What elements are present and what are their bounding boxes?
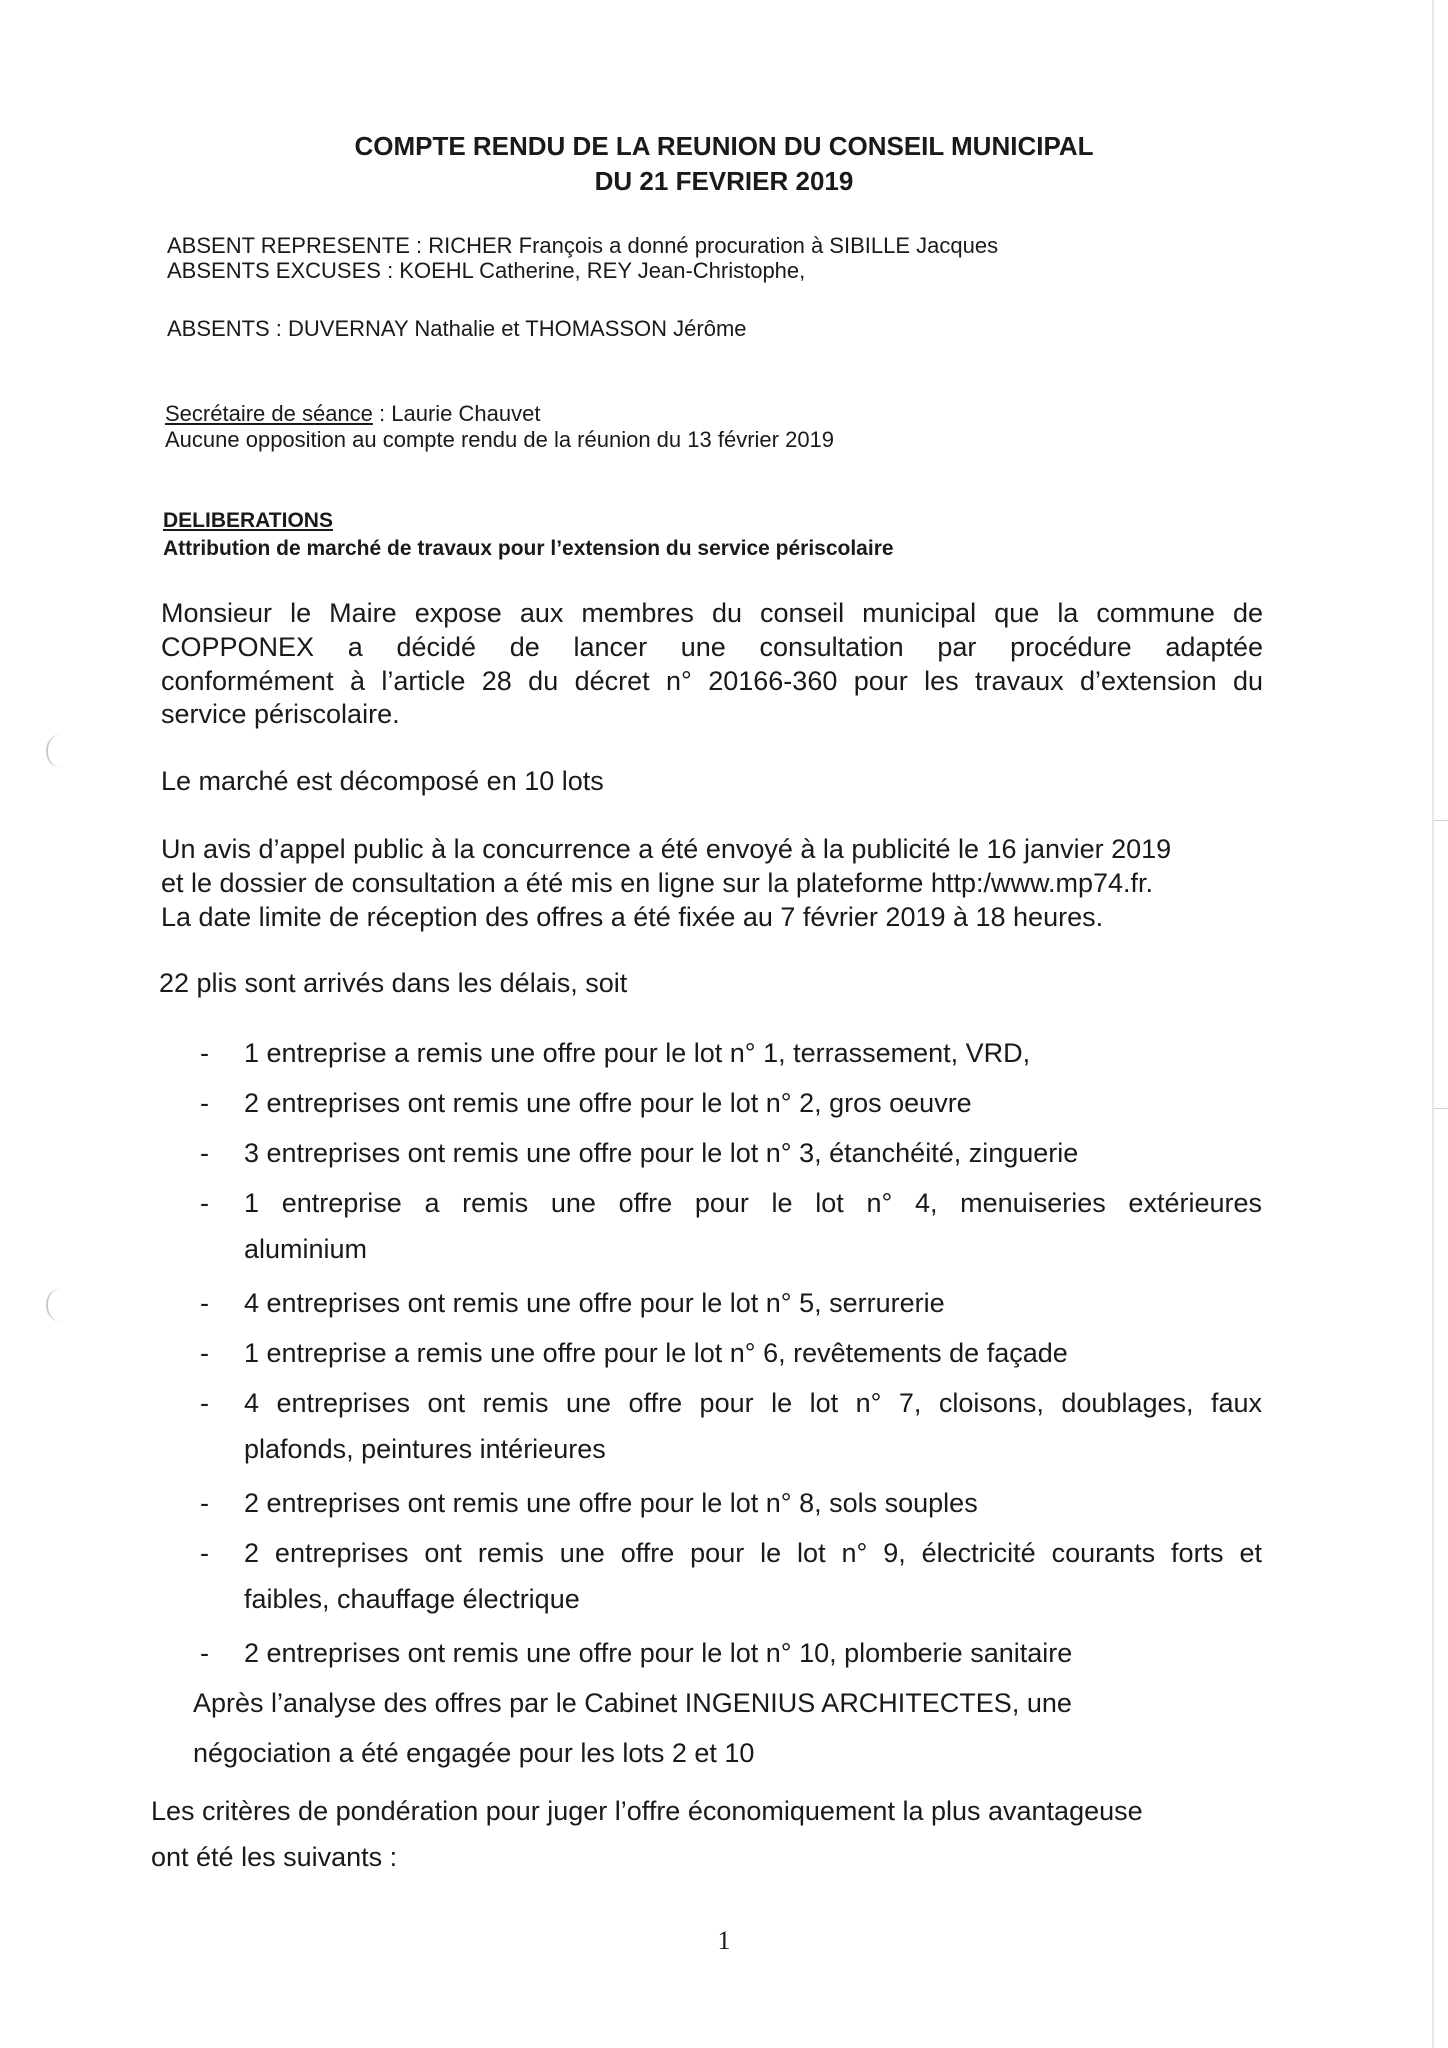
lot-offer-item: 4 entreprises ont remis une offre pour le lot n° 7, cloisons, doublages, faux [244,1388,1262,1418]
session-secretary [165,400,540,428]
lot-offer-item: 1 entreprise a remis une offre pour le lot n° 4, menuiseries extérieures [244,1188,1262,1218]
punch-hole-mark [46,1288,64,1322]
lot-offer-item-continuation: plafonds, peintures intérieures [244,1434,606,1464]
lot-offer-item: 2 entreprises ont remis une offre pour le lot n° 8, sols souples [244,1488,978,1518]
publication-notice-line: et le dossier de consultation a été mis en ligne sur la plateforme http:/www.mp74.fr. [161,868,1154,898]
publication-notice-line: La date limite de réception des offres a été fixée au 7 février 2019 à 18 heures. [161,902,1104,932]
deliberation-subject: Attribution de marché de travaux pour l’extension du service périscolaire [163,537,894,560]
lot-offer-item: 1 entreprise a remis une offre pour le lot n° 1, terrassement, VRD, [244,1038,1031,1068]
list-bullet: - [200,1488,209,1518]
scan-edge-tick [1434,1108,1448,1109]
list-bullet: - [200,1638,209,1668]
list-bullet: - [200,1188,209,1218]
lot-offer-item: 3 entreprises ont remis une offre pour le lot n° 3, étanchéité, zinguerie [244,1138,1079,1168]
analysis-sentence-continuation: négociation a été engagée pour les lots 2 et 10 [193,1738,755,1768]
secretary-label: Secrétaire de séance [165,401,373,426]
analysis-sentence: Après l’analyse des offres par le Cabinet INGENIUS ARCHITECTES, une [193,1688,1072,1718]
absents-excused: ABSENTS EXCUSES : KOEHL Catherine, REY Jean-Christophe, [167,258,806,283]
lot-offer-item: 2 entreprises ont remis une offre pour le lot n° 9, électricité courants forts et [244,1538,1262,1568]
page-number: 1 [717,1926,731,1955]
document-title: COMPTE RENDU DE LA REUNION DU CONSEIL MUNICIPAL [354,131,1094,161]
list-bullet: - [200,1138,209,1168]
list-bullet: - [200,1088,209,1118]
intro-line: Monsieur le Maire expose aux membres du conseil municipal que la commune de [161,598,1263,628]
scan-edge-tick [1434,820,1448,821]
list-bullet: - [200,1388,209,1418]
scan-edge [1432,0,1434,2048]
intro-line-last: service périscolaire. [161,699,400,729]
lot-offer-item: 2 entreprises ont remis une offre pour le lot n° 2, gros oeuvre [244,1088,972,1118]
document-title-date: DU 21 FEVRIER 2019 [594,166,854,196]
lot-offer-item-continuation: aluminium [244,1234,368,1264]
lot-offer-item: 2 entreprises ont remis une offre pour le lot n° 10, plomberie sanitaire [244,1638,1073,1668]
no-opposition-note: Aucune opposition au compte rendu de la réunion du 13 février 2019 [165,427,835,452]
publication-notice-line: Un avis d’appel public à la concurrence a été envoyé à la publicité le 16 janvier 2019 [161,834,1172,864]
criteria-sentence: Les critères de pondération pour juger l’offre économiquement la plus avantageuse [151,1796,1143,1826]
lot-offer-item-continuation: faibles, chauffage électrique [244,1584,580,1614]
punch-hole-mark [46,734,64,768]
absent-represented: ABSENT REPRESENTE : RICHER François a donné procuration à SIBILLE Jacques [167,233,999,258]
absents: ABSENTS : DUVERNAY Nathalie et THOMASSON Jérôme [167,316,747,341]
secretary-name: : Laurie Chauvet [372,401,541,426]
lots-sentence: Le marché est décomposé en 10 lots [161,766,604,796]
criteria-sentence-continuation: ont été les suivants : [151,1842,398,1872]
offers-received-sentence: 22 plis sont arrivés dans les délais, soit [159,968,628,998]
lot-offer-item: 4 entreprises ont remis une offre pour le lot n° 5, serrurerie [244,1288,945,1318]
intro-line: COPPONEX a décidé de lancer une consultation par procédure adaptée [161,632,1263,662]
list-bullet: - [200,1038,209,1068]
list-bullet: - [200,1338,209,1368]
lot-offer-item: 1 entreprise a remis une offre pour le lot n° 6, revêtements de façade [244,1338,1068,1368]
list-bullet: - [200,1288,209,1318]
section-heading: DELIBERATIONS [163,509,333,532]
intro-line: conformément à l’article 28 du décret n° 20166-360 pour les travaux d’extension du [161,666,1263,696]
list-bullet: - [200,1538,209,1568]
